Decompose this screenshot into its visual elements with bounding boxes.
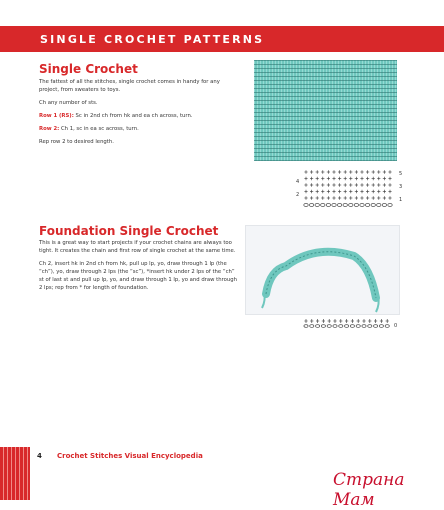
chain-stitch-symbol	[339, 325, 343, 328]
foundation-stitch-diagram	[302, 316, 406, 330]
chain-stitch-symbol	[337, 204, 341, 207]
header-banner	[0, 26, 444, 52]
row-1-instruction	[39, 112, 239, 120]
intro-text: The fattest of all the stitches, single crochet comes in handy for any project, from sweaters to toys.	[39, 79, 220, 93]
chain-instruction: Ch any number of sts.	[39, 100, 98, 106]
chain-stitch-symbol	[382, 204, 386, 207]
chain-stitch-symbol	[321, 325, 325, 328]
chain-stitch-symbol	[365, 204, 369, 207]
page-header-title: SINGLE CROCHET PATTERNS	[40, 33, 265, 46]
chain-stitch-symbol	[377, 204, 381, 207]
chart-row-number: 4	[296, 179, 300, 185]
chart-row-number: 5	[399, 171, 403, 177]
chain-stitch-symbol	[362, 325, 366, 328]
chain-stitch-symbol	[304, 204, 308, 207]
chain-stitch-symbol	[388, 204, 392, 207]
single-crochet-swatch-photo	[254, 60, 397, 161]
chain-stitch-symbol	[321, 204, 325, 207]
chart-row-number: 3	[399, 184, 403, 190]
foundation-swatch-photo	[245, 225, 400, 315]
chain-stitch-symbol	[316, 325, 320, 328]
chain-stitch-symbol	[326, 204, 330, 207]
section-body-foundation	[39, 239, 239, 297]
chart-row-number: 2	[296, 192, 300, 198]
section-title-foundation-single-crochet: Foundation Single Crochet	[39, 224, 219, 238]
chain-stitch-symbol	[345, 325, 349, 328]
chain-stitch-symbol	[354, 204, 358, 207]
chain-stitch-symbol	[315, 204, 319, 207]
chain-stitch-symbol	[309, 204, 313, 207]
page-number: 4	[37, 452, 42, 460]
book-title: Crochet Stitches Visual Encyclopedia	[57, 452, 203, 460]
footer-stripe	[0, 447, 30, 500]
chain-stitch-symbol	[332, 204, 336, 207]
chain-stitch-symbol	[333, 325, 337, 328]
row-2-text: Ch 1, sc in ea sc across, turn.	[60, 126, 139, 132]
chart-row-number: 0	[394, 323, 398, 329]
chain-stitch-symbol	[350, 325, 354, 328]
foundation-instructions: Ch 2, insert hk in 2nd ch from hk, pull up lp, yo, draw through 1 lp (the “ch”), yo, draw through 2 lps (the “sc”), *insert hk under 2 lps of the “ch” st of last st and pull up lp, yo, and draw through 1 lp, yo and draw through 2 lps; rep from * for length of foundation.	[39, 261, 237, 291]
foundation-intro-text: This is a great way to start projects if your crochet chains are always too tight. It creates the chain and first row of single crochet at the same time.	[39, 240, 236, 254]
chart-row-number: 1	[399, 197, 403, 203]
chain-stitch-symbol	[327, 325, 331, 328]
chain-stitch-symbol	[349, 204, 353, 207]
row-1-label: Row 1 (RS):	[39, 113, 74, 119]
row-2-instruction	[39, 125, 239, 133]
single-crochet-stitch-diagram	[296, 168, 406, 208]
chain-stitch-symbol	[368, 325, 372, 328]
section-title-single-crochet: Single Crochet	[39, 62, 138, 76]
watermark-logo: Страна Мам	[333, 470, 405, 510]
repeat-instruction: Rep row 2 to desired length.	[39, 139, 114, 145]
foundation-yarn-illustration	[246, 226, 399, 314]
chain-stitch-symbol	[310, 325, 314, 328]
row-2-label: Row 2:	[39, 126, 60, 132]
chain-stitch-symbol	[371, 204, 375, 207]
chain-stitch-symbol	[356, 325, 360, 328]
row-1-text: Sc in 2nd ch from hk and ea ch across, turn.	[75, 113, 193, 119]
chain-stitch-symbol	[304, 325, 308, 328]
section-body-single-crochet	[39, 78, 239, 151]
chain-stitch-symbol	[343, 204, 347, 207]
chain-stitch-symbol	[374, 325, 378, 328]
chain-stitch-symbol	[379, 325, 383, 328]
chain-stitch-symbol	[360, 204, 364, 207]
chain-stitch-symbol	[385, 325, 389, 328]
